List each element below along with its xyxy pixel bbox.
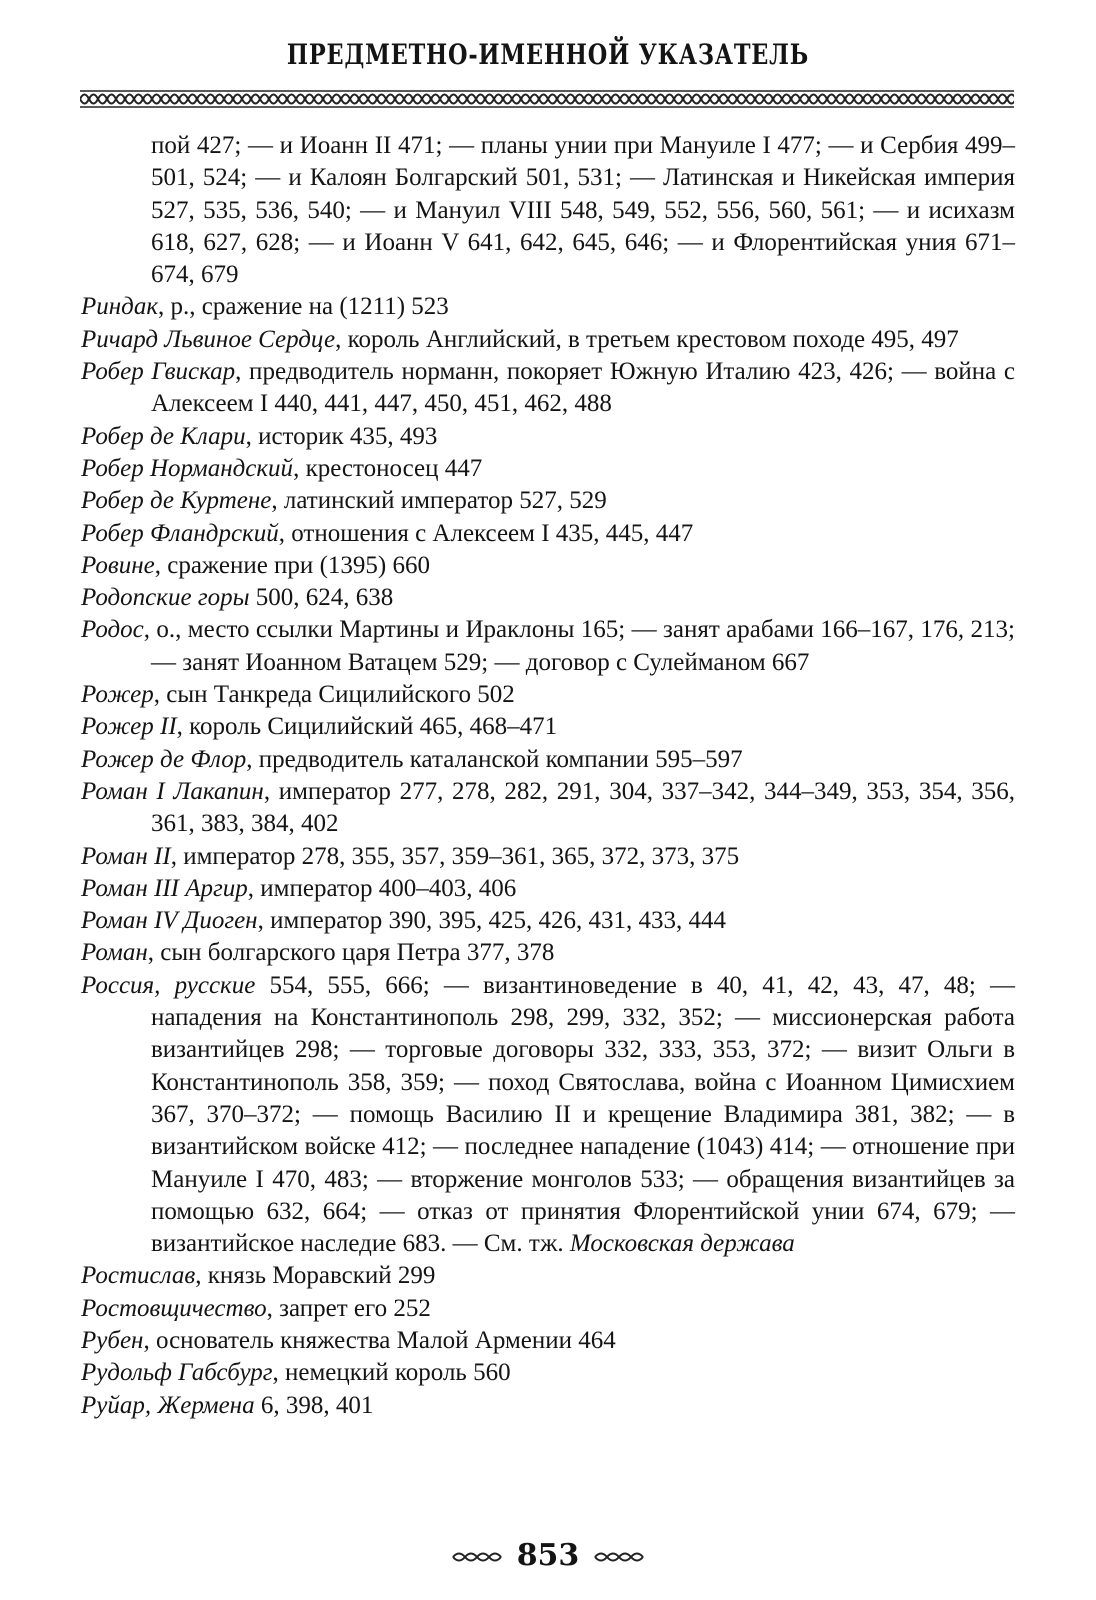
entry-text: , крестоносец 447: [293, 454, 483, 482]
index-entry: [81, 485, 1015, 517]
index-entry: [81, 550, 1015, 582]
entry-term: Рудольф Габсбург: [81, 1359, 273, 1387]
entry-text: , сын Танкреда Сицилийского 502: [153, 681, 515, 709]
entry-term: Родопские горы: [81, 584, 250, 612]
index-entry: [81, 1293, 1015, 1325]
entry-text: , князь Моравский 299: [195, 1262, 436, 1290]
entry-text: , о., место ссылки Мартины и Ираклоны 165; — занят арабами 166–167, 176, 213; — занят Иоанном Ватацем 529; — договор с Сулейманом 667: [143, 616, 1015, 676]
index-entry: [81, 1390, 1015, 1422]
index-entry: [81, 679, 1015, 711]
entry-text: , сражение при (1395) 660: [154, 551, 430, 579]
entry-term: Россия, русские: [81, 971, 256, 999]
entry-term: Рубен: [81, 1326, 144, 1354]
index-entry: [81, 744, 1015, 776]
entry-term: Рожер: [81, 681, 154, 709]
entry-see-also: Московская держава: [569, 1230, 795, 1258]
index-entry: [81, 970, 1015, 1261]
entry-term: Рожер II: [81, 713, 177, 741]
index-entry: [81, 582, 1015, 614]
entry-text: , запрет его 252: [266, 1294, 431, 1322]
entry-text: , император 277, 278, 282, 291, 304, 337–342, 344–349, 353, 354, 356, 361, 383, 384, 402: [151, 777, 1015, 838]
page-number: 853: [516, 1538, 580, 1573]
running-head: ПРЕДМЕТНО-ИМЕННОЙ УКАЗАТЕЛЬ: [286, 38, 810, 71]
index-entry: [81, 324, 1015, 356]
entry-text: 554, 555, 666; — византиноведение в 40, 41, 42, 43, 47, 48; — нападения на Константинополь 298, 299, 332, 352; — миссионерская работа византийцев 298; — торговые договоры 332, 333, 353, 372; — визит Ольги в Константинополь 358, 359; — поход Святослава, война с Иоанном Цимисхием 367, 370–372; — помощь Василию II и крещение Владимира 381, 382; — в византийском войске 412; — последнее нападение (1043) 414; — отношение при Мануиле I 470, 483; — вторжение монголов 533; — обращения византийцев за помощью 632, 664; — отказ от принятия Флорентийской унии 674, 679; — византийское наследие 683. — См. тж.: [151, 971, 1015, 1258]
footer-ornament-right-icon: [593, 1550, 645, 1564]
entry-text: 6, 398, 401: [254, 1391, 374, 1419]
index-entry: [81, 841, 1015, 873]
entry-text: , историк 435, 493: [245, 422, 438, 450]
entry-term: Роман III Аргир: [81, 874, 248, 902]
index-entry: [81, 873, 1015, 905]
index-entry: [81, 776, 1015, 841]
entry-term: Ровине: [81, 551, 155, 579]
entry-text: , император 278, 355, 357, 359–361, 365, 372, 373, 375: [170, 842, 740, 870]
entry-text: , король Сицилийский 465, 468–471: [176, 713, 558, 741]
footer-ornament-left-icon: [451, 1550, 503, 1564]
index-entry: [81, 356, 1015, 421]
entry-text: , император 400–403, 406: [247, 874, 517, 902]
entry-term: Робер Фландрский: [81, 519, 279, 547]
index-entry: [81, 518, 1015, 550]
index-entry: [81, 1357, 1015, 1389]
entry-term: Роман I Лакапин: [81, 777, 264, 805]
index-entry: [81, 614, 1015, 679]
page-footer: [0, 1538, 1096, 1573]
entry-term: Робер де Куртене: [81, 487, 272, 515]
entry-text: , латинский император 527, 529: [271, 487, 607, 515]
index-entry: [81, 291, 1015, 323]
index-entry: [81, 1260, 1015, 1292]
entry-text: 500, 624, 638: [249, 584, 394, 612]
entry-text: , р., сражение на (1211) 523: [158, 293, 449, 321]
entry-term: Роман: [81, 939, 148, 967]
entry-text: , король Английский, в третьем крестовом походе 495, 497: [335, 325, 959, 353]
index-entry: [81, 1325, 1015, 1357]
entry-term: Ростислав: [81, 1262, 196, 1290]
entry-term: Руйар, Жермена: [81, 1391, 255, 1419]
entry-term: Робер де Клари: [81, 422, 246, 450]
entry-term: Ростовщичество: [81, 1294, 267, 1322]
entry-text: пой 427; — и Иоанн II 471; — планы унии при Мануиле I 477; — и Сербия 499–501, 524; — и Калоян Болгарский 501, 531; — Латинская и Никейская империя 527, 535, 536, 540; — и Мануил VIII 548, 549, 552, 556, 560, 561; — и исихазм 618, 627, 628; — и Иоанн V 641, 642, 645, 646; — и Флорентийская уния 671–674, 679: [151, 132, 1015, 289]
index-entry: [81, 453, 1015, 485]
entry-text: , предводитель норманн, покоряет Южную Италию 423, 426; — война с Алексеем I 440, 441, 447, 450, 451, 462, 488: [151, 358, 1016, 418]
entry-text: , немецкий король 560: [272, 1359, 511, 1387]
entry-term: Риндак: [81, 293, 159, 321]
entry-term: Рожер де Флор: [81, 745, 247, 773]
entry-text: , отношения с Алексеем I 435, 445, 447: [278, 519, 694, 547]
index-entry: [81, 905, 1015, 937]
entry-text: , основатель княжества Малой Армении 464: [143, 1326, 616, 1354]
entry-term: Родос: [81, 616, 144, 644]
index-entry: [81, 421, 1015, 453]
index-entries: [81, 130, 1015, 1422]
entry-text: , император 390, 395, 425, 426, 431, 433, 444: [257, 907, 727, 935]
entry-term: Роман II: [81, 842, 171, 870]
entry-term: Роман IV Диоген: [81, 907, 258, 935]
entry-term: Ричард Львиное Сердце: [81, 325, 336, 353]
ornament-band-icon: [80, 90, 1014, 108]
entry-text: , сын болгарского царя Петра 377, 378: [147, 939, 555, 967]
entry-term: Робер Гвискар: [81, 358, 236, 386]
index-entry: [81, 711, 1015, 743]
entry-text: , предводитель каталанской компании 595–597: [246, 745, 743, 773]
index-entry: [81, 937, 1015, 969]
entry-term: Робер Нормандский: [81, 454, 294, 482]
index-entry: [81, 130, 1015, 291]
